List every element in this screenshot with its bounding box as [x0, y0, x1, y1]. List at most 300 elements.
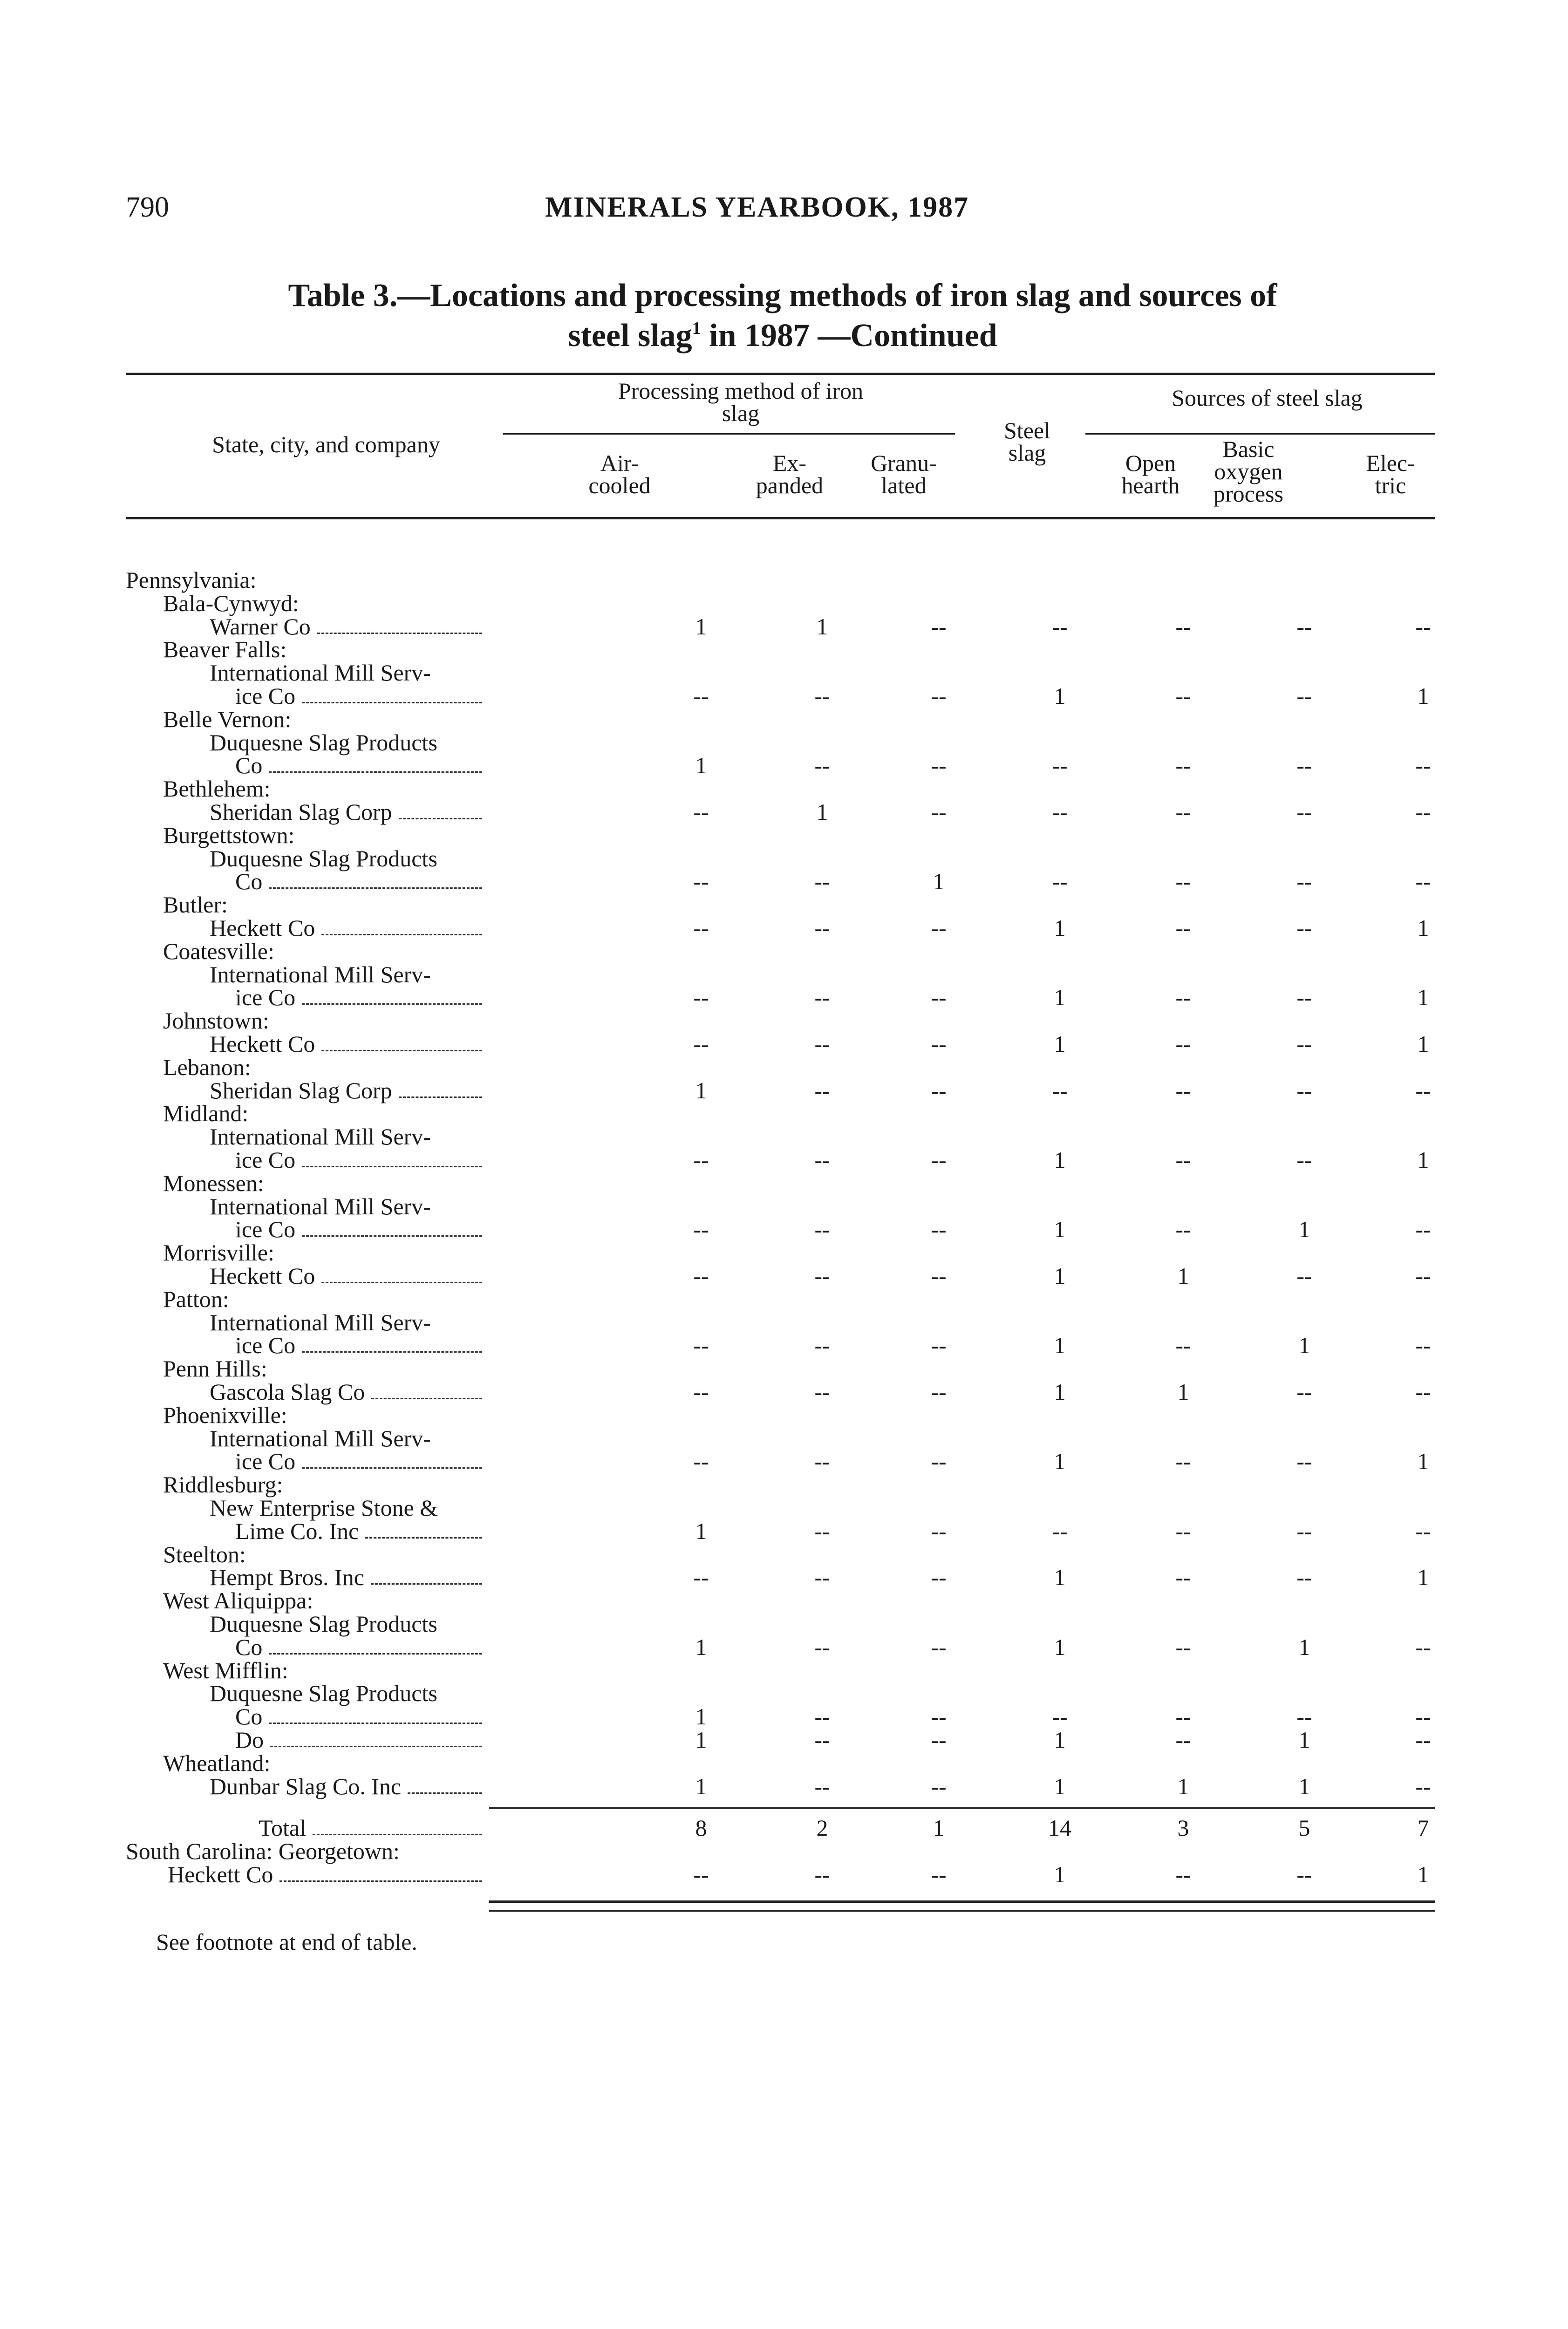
cell-basic-oxygen: --: [1296, 683, 1312, 709]
cell-granulated: --: [931, 1216, 947, 1242]
cell-air-cooled: --: [693, 1031, 709, 1057]
row-label-text: Duquesne Slag Products: [210, 1680, 437, 1706]
row-label-text: Duquesne Slag Products: [210, 1611, 437, 1637]
row-label-city: [163, 824, 294, 847]
cell-basic-oxygen: --: [1296, 1861, 1312, 1887]
row-label-city: [163, 1543, 246, 1566]
row-label-text: South Carolina: Georgetown:: [126, 1838, 400, 1864]
cell-basic-oxygen: 1: [1298, 1773, 1310, 1799]
cell-air-cooled: --: [693, 984, 709, 1010]
cell-air-cooled: 1: [695, 1727, 707, 1753]
row-label-text: Coatesville:: [163, 938, 274, 964]
row-label-cont: [235, 1450, 295, 1473]
row-label-city: [163, 1403, 287, 1427]
cell-expanded: --: [814, 984, 830, 1010]
cell-steel-slag: 1: [1054, 1634, 1066, 1660]
row-label-text: International Mill Serv-: [210, 1425, 431, 1451]
row-label-company: [210, 1682, 437, 1705]
row-label-text: Phoenixville:: [163, 1402, 287, 1428]
row-label-city: [163, 1287, 229, 1311]
cell-open-hearth: --: [1175, 1216, 1191, 1242]
cell-basic-oxygen: 1: [1298, 1727, 1310, 1753]
cell-open-hearth: 1: [1177, 1773, 1189, 1799]
cell-steel-slag: 1: [1054, 1147, 1066, 1173]
row-label-text: International Mill Serv-: [210, 1309, 431, 1335]
row-label-city: [163, 1056, 251, 1079]
cell-electric: --: [1415, 613, 1431, 640]
table-top-rule: [126, 373, 1435, 375]
cell-granulated: --: [931, 1773, 947, 1799]
leader-line: [302, 702, 482, 703]
leader-line: [280, 1880, 482, 1882]
cell-granulated: --: [931, 1861, 947, 1887]
leader-line: [399, 818, 482, 819]
cell-expanded: --: [814, 1263, 830, 1289]
row-label-cont: [235, 1218, 295, 1241]
row-label-text: Duquesne Slag Products: [210, 845, 437, 872]
cell-air-cooled: --: [693, 1379, 709, 1405]
cell-granulated: --: [931, 984, 947, 1010]
row-label-company: [210, 916, 315, 940]
stub-header: State, city, and company: [212, 431, 440, 457]
cell-basic-oxygen: --: [1296, 915, 1312, 941]
row-label-text: Total: [259, 1815, 307, 1841]
cell-granulated: --: [931, 1077, 947, 1103]
cell-open-hearth: --: [1175, 984, 1191, 1010]
leader-line: [399, 1096, 482, 1098]
cell-steel-slag: 1: [1054, 1564, 1066, 1590]
cell-expanded: --: [814, 1379, 830, 1405]
cell-open-hearth: --: [1175, 1332, 1191, 1358]
leader-line: [302, 1235, 482, 1237]
cell-steel-slag: --: [1052, 613, 1068, 640]
cell-steel-slag: 1: [1054, 1216, 1066, 1242]
cell-electric: 1: [1417, 1031, 1429, 1057]
row-label-text: Lime Co. Inc: [235, 1518, 359, 1544]
cell-open-hearth: --: [1175, 1564, 1191, 1590]
cell-steel-slag: 1: [1054, 915, 1066, 941]
row-label-text: ice Co: [235, 984, 296, 1010]
cell-air-cooled: --: [693, 1216, 709, 1242]
cell-air-cooled: --: [693, 799, 709, 825]
cell-air-cooled: 1: [695, 1703, 707, 1730]
row-label-city: [163, 893, 228, 916]
cell-expanded: --: [814, 1634, 830, 1660]
cell-basic-oxygen: --: [1296, 1703, 1312, 1730]
row-label-company: [210, 1125, 431, 1148]
row-label-text: Johnstown:: [163, 1008, 269, 1034]
leader-line: [270, 1746, 482, 1747]
row-label-company: [210, 1311, 431, 1334]
row-label-text: Wheatland:: [163, 1750, 271, 1776]
row-label-text: ice Co: [235, 1332, 296, 1358]
cell-open-hearth: --: [1175, 1727, 1191, 1753]
cell-electric: --: [1415, 799, 1431, 825]
leader-line: [269, 887, 482, 889]
cell-granulated: --: [931, 1564, 947, 1590]
footnote-marker: 1: [692, 319, 701, 338]
row-label-city: [163, 1751, 270, 1775]
running-title: MINERALS YEARBOOK, 1987: [545, 191, 969, 223]
cell-air-cooled: --: [693, 868, 709, 894]
page-number: 790: [126, 191, 169, 223]
row-label-city: [163, 940, 274, 963]
row-label-text: ice Co: [235, 683, 296, 709]
leader-line: [321, 1282, 482, 1283]
cell-open-hearth: --: [1175, 1147, 1191, 1173]
leader-line: [302, 1003, 482, 1005]
cell-basic-oxygen: --: [1296, 868, 1312, 894]
row-label-text: Co: [235, 868, 263, 894]
cell-granulated: --: [931, 1332, 947, 1358]
cell-expanded: --: [814, 1518, 830, 1544]
cell-basic-oxygen: --: [1296, 1263, 1312, 1289]
cell-electric: --: [1415, 868, 1431, 894]
cell-expanded: --: [814, 752, 830, 778]
cell-steel-slag: --: [1052, 1077, 1068, 1103]
row-label-company: [210, 1264, 315, 1287]
leader-line: [269, 1653, 482, 1655]
col-header-granulated: Granu-lated: [871, 450, 937, 498]
cell-expanded: --: [814, 915, 830, 941]
row-label-city: [163, 708, 291, 731]
row-label-state: [126, 1839, 400, 1863]
leader-line: [371, 1583, 482, 1585]
leader-line: [321, 1050, 482, 1051]
cell-air-cooled: 1: [695, 1077, 707, 1103]
row-label-company: [210, 731, 437, 754]
leader-line: [321, 934, 482, 935]
row-label-company: [210, 1195, 431, 1218]
cell-electric: --: [1415, 1216, 1431, 1242]
row-label-company: [210, 847, 437, 870]
cell-open-hearth: --: [1175, 1634, 1191, 1660]
cell-granulated: --: [931, 1703, 947, 1730]
cell-steel-slag: --: [1052, 799, 1068, 825]
row-label-text: Midland:: [163, 1100, 249, 1126]
row-label-total: [259, 1816, 306, 1839]
row-label-company: [210, 1775, 401, 1798]
cell-electric: 7: [1417, 1815, 1429, 1841]
cell-air-cooled: 1: [695, 1773, 707, 1799]
row-label-text: ice Co: [235, 1448, 296, 1474]
cell-electric: 1: [1417, 1564, 1429, 1590]
row-label-text: Monessen:: [163, 1170, 264, 1196]
group-header-iron: Processing method of iron slag: [618, 378, 864, 426]
cell-expanded: --: [814, 868, 830, 894]
cell-steel-slag: --: [1052, 752, 1068, 778]
row-label-company: [210, 1566, 364, 1589]
cell-basic-oxygen: --: [1296, 1031, 1312, 1057]
leader-line: [365, 1537, 482, 1539]
row-label-text: Patton:: [163, 1286, 229, 1312]
table-title: [121, 279, 1444, 352]
row-label-company: [210, 1612, 437, 1635]
row-label-text: New Enterprise Stone &: [210, 1495, 438, 1521]
cell-open-hearth: --: [1175, 1031, 1191, 1057]
cell-steel-slag: 14: [1048, 1815, 1071, 1841]
leader-line: [302, 1467, 482, 1469]
cell-electric: 1: [1417, 984, 1429, 1010]
row-label-text: Sheridan Slag Corp: [210, 799, 392, 825]
row-label-text: Duquesne Slag Products: [210, 729, 437, 756]
cell-air-cooled: --: [693, 1861, 709, 1887]
cell-open-hearth: --: [1175, 752, 1191, 778]
cell-granulated: --: [931, 1147, 947, 1173]
row-label-city: [163, 1171, 264, 1195]
row-label-cont: [235, 1334, 295, 1357]
table-footnote: See footnote at end of table.: [156, 1929, 417, 1955]
row-label-text: Co: [235, 1634, 263, 1660]
row-label-text: Co: [235, 752, 263, 778]
row-label-text: International Mill Serv-: [210, 1124, 431, 1150]
cell-steel-slag: 1: [1054, 1727, 1066, 1753]
cell-expanded: 1: [816, 799, 828, 825]
row-label-company: [210, 1496, 438, 1519]
cell-electric: --: [1415, 1703, 1431, 1730]
cell-steel-slag: --: [1052, 1703, 1068, 1730]
row-label-text: ice Co: [235, 1216, 296, 1242]
cell-basic-oxygen: --: [1296, 752, 1312, 778]
iron-group-rule: [503, 433, 955, 435]
col-header-air-cooled: Air-cooled: [588, 450, 651, 498]
cell-electric: 1: [1417, 1861, 1429, 1887]
row-label-cont: [235, 1519, 359, 1543]
cell-air-cooled: 1: [695, 752, 707, 778]
cell-open-hearth: --: [1175, 868, 1191, 894]
leader-line: [313, 1834, 482, 1835]
cell-open-hearth: --: [1175, 1861, 1191, 1887]
cell-expanded: --: [814, 1861, 830, 1887]
row-label-text: Gascola Slag Co: [210, 1379, 365, 1405]
row-label-text: West Aliquippa:: [163, 1587, 314, 1614]
cell-electric: --: [1415, 1379, 1431, 1405]
row-label-company: [210, 1427, 431, 1450]
cell-electric: 1: [1417, 1147, 1429, 1173]
cell-steel-slag: --: [1052, 868, 1068, 894]
leader-line: [408, 1792, 482, 1794]
cell-basic-oxygen: --: [1296, 613, 1312, 640]
row-label-company: [210, 615, 311, 638]
row-label-city: [163, 777, 271, 800]
row-label-text: Sheridan Slag Corp: [210, 1077, 392, 1103]
cell-expanded: --: [814, 1031, 830, 1057]
row-label-text: Belle Vernon:: [163, 706, 292, 732]
cell-granulated: --: [931, 1727, 947, 1753]
cell-air-cooled: 1: [695, 1518, 707, 1544]
cell-granulated: --: [931, 1379, 947, 1405]
row-label-text: ice Co: [235, 1147, 296, 1173]
row-label-text: Penn Hills:: [163, 1355, 267, 1382]
cell-electric: --: [1415, 1727, 1431, 1753]
row-label-text: Butler:: [163, 892, 228, 918]
cell-air-cooled: 1: [695, 1634, 707, 1660]
row-label-text: Bethlehem:: [163, 776, 271, 802]
row-label-cont: [235, 986, 295, 1009]
cell-open-hearth: 1: [1177, 1379, 1189, 1405]
row-label-text: Lebanon:: [163, 1054, 251, 1080]
row-label-text: Dunbar Slag Co. Inc: [210, 1773, 402, 1799]
cell-open-hearth: --: [1175, 1703, 1191, 1730]
row-label-cont: [235, 754, 262, 777]
row-label-text: Burgettstown:: [163, 822, 295, 848]
row-label-text: Morrisville:: [163, 1239, 274, 1266]
cell-electric: --: [1415, 1263, 1431, 1289]
cell-expanded: --: [814, 1332, 830, 1358]
leader-line: [371, 1398, 482, 1399]
cell-steel-slag: 1: [1054, 683, 1066, 709]
cell-granulated: --: [931, 1634, 947, 1660]
row-label-city: [163, 1357, 267, 1380]
row-label-company: [210, 1032, 315, 1056]
cell-open-hearth: --: [1175, 613, 1191, 640]
cell-granulated: --: [931, 915, 947, 941]
cell-expanded: --: [814, 1564, 830, 1590]
row-label-state: [126, 568, 257, 592]
row-label-company: [210, 1380, 365, 1403]
total-top-rule: [489, 1807, 1435, 1809]
row-label-city: [163, 1659, 288, 1682]
row-label-text: Bala-Cynwyd:: [163, 590, 299, 616]
cell-granulated: --: [931, 613, 947, 640]
row-label-city: [163, 638, 286, 661]
cell-open-hearth: 3: [1177, 1815, 1189, 1841]
cell-electric: 1: [1417, 1448, 1429, 1474]
row-label-company: [210, 661, 431, 684]
steel-group-rule: [1085, 433, 1435, 435]
cell-air-cooled: --: [693, 1332, 709, 1358]
row-label-cont: [235, 1148, 295, 1171]
row-label-text: Heckett Co: [210, 1031, 315, 1057]
cell-expanded: --: [814, 1147, 830, 1173]
row-label-cont: [235, 1728, 264, 1751]
row-label-company: [210, 800, 392, 824]
cell-granulated: 1: [933, 1815, 945, 1841]
row-label-cont: [235, 1635, 262, 1659]
row-label-text: Riddlesburg:: [163, 1471, 283, 1498]
cell-air-cooled: 8: [695, 1815, 707, 1841]
cell-open-hearth: --: [1175, 915, 1191, 941]
row-label-company: [210, 963, 431, 986]
cell-basic-oxygen: --: [1296, 1448, 1312, 1474]
cell-basic-oxygen: 1: [1298, 1216, 1310, 1242]
table-end-rule-1: [489, 1900, 1435, 1903]
cell-granulated: --: [931, 1031, 947, 1057]
row-label-text: Beaver Falls:: [163, 636, 287, 662]
row-label-text: Heckett Co: [210, 915, 315, 941]
cell-air-cooled: --: [693, 1147, 709, 1173]
row-label-text: Heckett Co: [210, 1263, 315, 1289]
row-label-company2: [168, 1863, 273, 1886]
leader-line: [269, 771, 482, 773]
row-label-text: Hempt Bros. Inc: [210, 1564, 364, 1590]
table-end-rule-2: [489, 1910, 1435, 1912]
row-label-city: [163, 592, 299, 615]
cell-open-hearth: --: [1175, 683, 1191, 709]
cell-basic-oxygen: --: [1296, 1518, 1312, 1544]
cell-basic-oxygen: --: [1296, 1077, 1312, 1103]
cell-steel-slag: 1: [1054, 1263, 1066, 1289]
cell-open-hearth: --: [1175, 1077, 1191, 1103]
cell-expanded: --: [814, 1773, 830, 1799]
row-label-city: [163, 1009, 269, 1032]
col-header-basic-oxygen: Basic oxygen process: [1213, 436, 1283, 507]
cell-basic-oxygen: --: [1296, 1564, 1312, 1590]
cell-expanded: 1: [816, 613, 828, 640]
cell-air-cooled: 1: [695, 613, 707, 640]
row-label-text: International Mill Serv-: [210, 961, 431, 987]
cell-electric: 1: [1417, 915, 1429, 941]
group-header-steel-sources: Sources of steel slag: [1172, 385, 1363, 411]
cell-steel-slag: 1: [1054, 1379, 1066, 1405]
cell-open-hearth: --: [1175, 1448, 1191, 1474]
table-title-line-1: Table 3.—Locations and processing methods of iron slag and sources of: [288, 278, 1277, 313]
cell-air-cooled: --: [693, 915, 709, 941]
cell-basic-oxygen: --: [1296, 1379, 1312, 1405]
row-label-city: [163, 1473, 283, 1496]
cell-electric: --: [1415, 1332, 1431, 1358]
header-bottom-rule: [126, 517, 1435, 519]
row-label-city: [163, 1102, 248, 1125]
cell-electric: --: [1415, 752, 1431, 778]
cell-electric: --: [1415, 1077, 1431, 1103]
row-label-cont: [235, 870, 262, 893]
row-label-text: Pennsylvania:: [126, 567, 257, 593]
cell-air-cooled: --: [693, 683, 709, 709]
cell-electric: 1: [1417, 683, 1429, 709]
cell-expanded: --: [814, 1448, 830, 1474]
cell-granulated: --: [931, 752, 947, 778]
cell-open-hearth: 1: [1177, 1263, 1189, 1289]
cell-basic-oxygen: 1: [1298, 1634, 1310, 1660]
leader-line: [302, 1351, 482, 1353]
row-label-text: International Mill Serv-: [210, 660, 431, 686]
cell-basic-oxygen: --: [1296, 984, 1312, 1010]
col-header-steel-slag: Steel slag: [1004, 417, 1050, 466]
row-label-company: [210, 1079, 392, 1102]
cell-steel-slag: 1: [1054, 1773, 1066, 1799]
cell-basic-oxygen: 5: [1298, 1815, 1310, 1841]
row-label-city: [163, 1589, 313, 1612]
cell-expanded: --: [814, 683, 830, 709]
col-header-expanded: Ex-panded: [756, 450, 824, 498]
leader-line: [302, 1166, 482, 1167]
cell-electric: --: [1415, 1634, 1431, 1660]
cell-open-hearth: --: [1175, 1518, 1191, 1544]
leader-line: [317, 633, 482, 634]
leader-line: [269, 1723, 482, 1724]
row-label-city: [163, 1241, 274, 1264]
cell-basic-oxygen: --: [1296, 1147, 1312, 1173]
cell-expanded: --: [814, 1727, 830, 1753]
row-label-text: West Mifflin:: [163, 1657, 288, 1683]
row-label-text: International Mill Serv-: [210, 1193, 431, 1219]
cell-granulated: --: [931, 683, 947, 709]
cell-expanded: --: [814, 1077, 830, 1103]
row-label-text: Steelton:: [163, 1541, 246, 1567]
cell-electric: --: [1415, 1518, 1431, 1544]
cell-open-hearth: --: [1175, 799, 1191, 825]
row-label-cont: [235, 1705, 262, 1728]
cell-expanded: --: [814, 1216, 830, 1242]
cell-steel-slag: 1: [1054, 984, 1066, 1010]
cell-steel-slag: 1: [1054, 1861, 1066, 1887]
cell-granulated: --: [931, 799, 947, 825]
row-label-text: Warner Co: [210, 613, 311, 640]
row-label-text: Heckett Co: [168, 1861, 273, 1887]
cell-air-cooled: --: [693, 1448, 709, 1474]
cell-steel-slag: --: [1052, 1518, 1068, 1544]
